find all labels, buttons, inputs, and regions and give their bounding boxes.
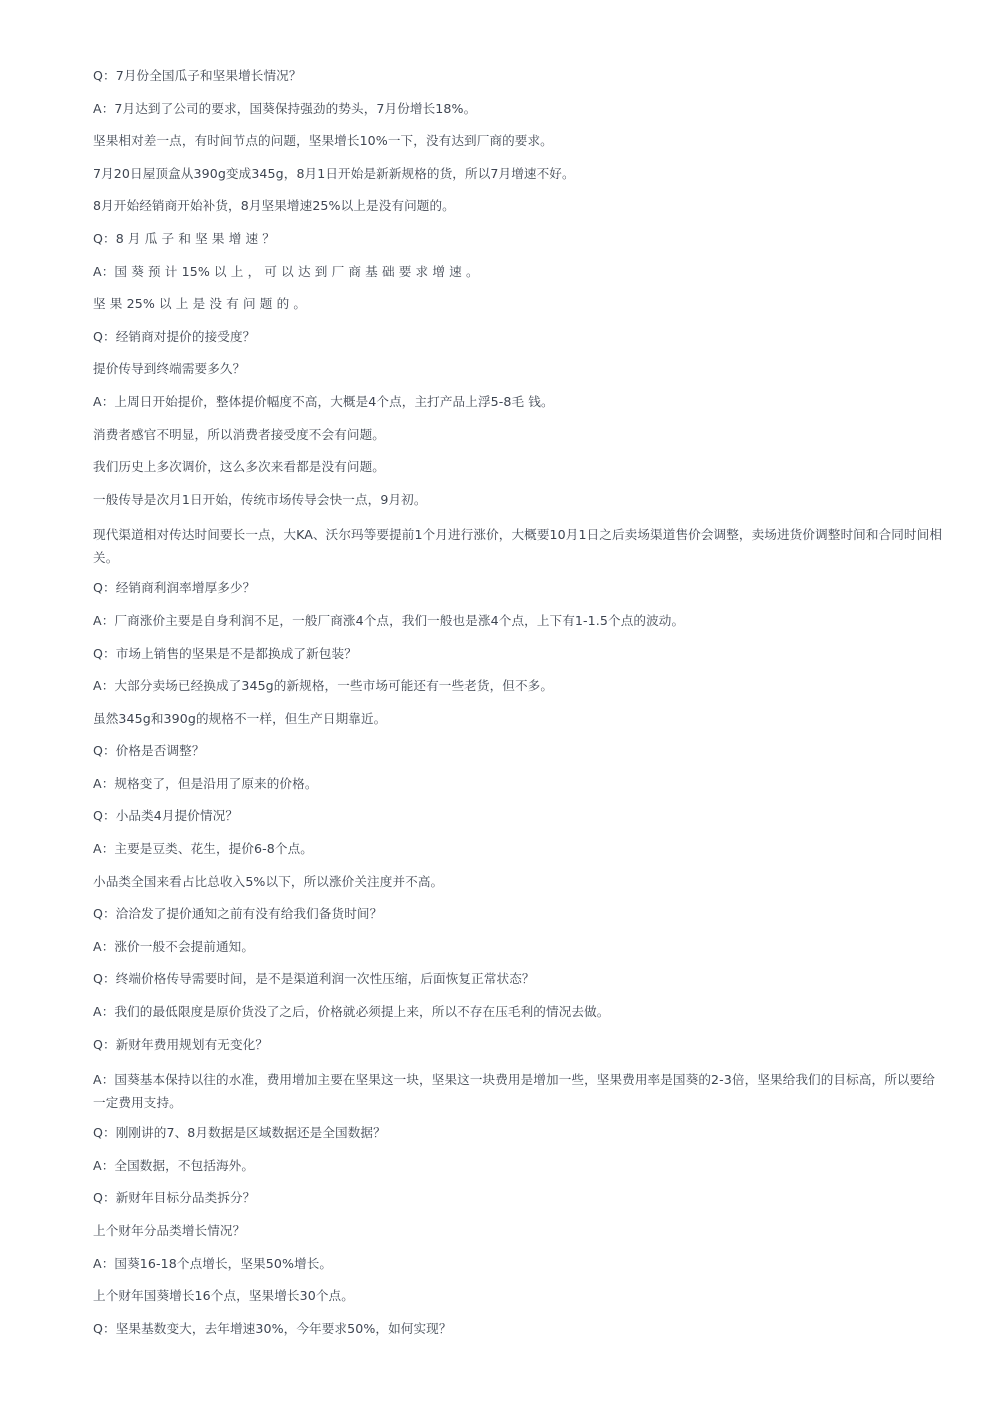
paragraph: Q：新财年目标分品类拆分？ bbox=[93, 1190, 256, 1206]
paragraph: 消费者感官不明显，所以消费者接受度不会有问题。 bbox=[93, 426, 385, 442]
paragraph: A：7月达到了公司的要求，国葵保持强劲的势头，7月份增长18%。 bbox=[93, 100, 477, 116]
paragraph: Q：新财年费用规划有无变化？ bbox=[93, 1036, 269, 1052]
paragraph: Q：洽洽发了提价通知之前有没有给我们备货时间？ bbox=[93, 906, 383, 922]
paragraph: A：国葵16-18个点增长，坚果50%增长。 bbox=[93, 1255, 333, 1271]
paragraph: A：规格变了，但是沿用了原来的价格。 bbox=[93, 775, 318, 791]
paragraph: Q：小品类4月提价情况？ bbox=[93, 808, 239, 824]
paragraph: A：上周日开始提价，整体提价幅度不高，大概是4个点，主打产品上浮5-8毛 钱。 bbox=[93, 393, 554, 409]
paragraph: 8月开始经销商开始补货，8月坚果增速25%以上是没有问题的。 bbox=[93, 198, 455, 214]
paragraph: Q：经销商利润率增厚多少？ bbox=[93, 580, 256, 596]
paragraph: A：主要是豆类、花生，提价6-8个点。 bbox=[93, 841, 313, 857]
paragraph: 上个财年分品类增长情况？ bbox=[93, 1223, 246, 1238]
paragraph: A：我们的最低限度是原价货没了之后，价格就必须提上来，所以不存在压毛利的情况去做。 bbox=[93, 1004, 610, 1020]
paragraph: 我们历史上多次调价，这么多次来看都是没有问题。 bbox=[93, 459, 385, 475]
paragraph: Q：经销商对提价的接受度？ bbox=[93, 328, 256, 344]
paragraph: A：全国数据，不包括海外。 bbox=[93, 1157, 255, 1173]
paragraph: Q：市场上销售的坚果是不是都换成了新包装？ bbox=[93, 645, 357, 661]
paragraph: 一般传导是次月1日开始，传统市场传导会快一点，9月初。 bbox=[93, 491, 427, 507]
paragraph: 坚 果 25% 以 上 是 没 有 问 题 的 。 bbox=[93, 296, 307, 312]
paragraph: Q：坚果基数变大，去年增速30%，今年要求50%，如何实现？ bbox=[93, 1320, 452, 1336]
paragraph: A：大部分卖场已经换成了345g的新规格，一些市场可能还有一些老货，但不多。 bbox=[93, 678, 554, 694]
paragraph: 7月20日屋顶盒从390g变成345g，8月1日开始是新新规格的货，所以7月增速不好。 bbox=[93, 165, 575, 181]
paragraph: A：国葵基本保持以往的水准，费用增加主要在坚果这一块，坚果这一块费用是增加一些，坚果费用率是国葵的2-3倍，坚果给我们的目标高，所以要给一定费用支持。 bbox=[93, 1072, 935, 1111]
paragraph: A：涨价一般不会提前通知。 bbox=[93, 938, 255, 954]
paragraph: 小品类全国来看占比总收入5%以下，所以涨价关注度并不高。 bbox=[93, 873, 444, 889]
paragraph: Q：7月份全国瓜子和坚果增长情况？ bbox=[93, 68, 302, 83]
paragraph: A：国 葵 预 计 15% 以 上 ， 可 以 达 到 厂 商 基 础 要 求 增 速 。 bbox=[93, 263, 479, 279]
paragraph: 虽然345g和390g的规格不一样，但生产日期靠近。 bbox=[93, 710, 387, 726]
paragraph: 坚果相对差一点，有时间节点的问题，坚果增长10%一下，没有达到厂商的要求。 bbox=[93, 133, 553, 149]
document-body bbox=[93, 67, 945, 1352]
paragraph: Q：8 月 瓜 子 和 坚 果 增 速 ？ bbox=[93, 230, 275, 246]
paragraph: 现代渠道相对传达时间要长一点，大KA、沃尔玛等要提前1个月进行涨价，大概要10月1日之后卖场渠道售价会调整，卖场进货价调整时间和合同时间相关。 bbox=[93, 527, 943, 566]
paragraph: A：厂商涨价主要是自身利润不足，一般厂商涨4个点，我们一般也是涨4个点，上下有1-1.5个点的波动。 bbox=[93, 612, 685, 628]
paragraph: Q：终端价格传导需要时间，是不是渠道利润一次性压缩，后面恢复正常状态？ bbox=[93, 971, 535, 987]
paragraph: Q：价格是否调整？ bbox=[93, 743, 205, 759]
paragraph: Q：刚刚讲的7、8月数据是区域数据还是全国数据？ bbox=[93, 1125, 386, 1141]
paragraph: 上个财年国葵增长16个点，坚果增长30个点。 bbox=[93, 1288, 354, 1304]
paragraph: 提价传导到终端需要多久？ bbox=[93, 361, 246, 377]
